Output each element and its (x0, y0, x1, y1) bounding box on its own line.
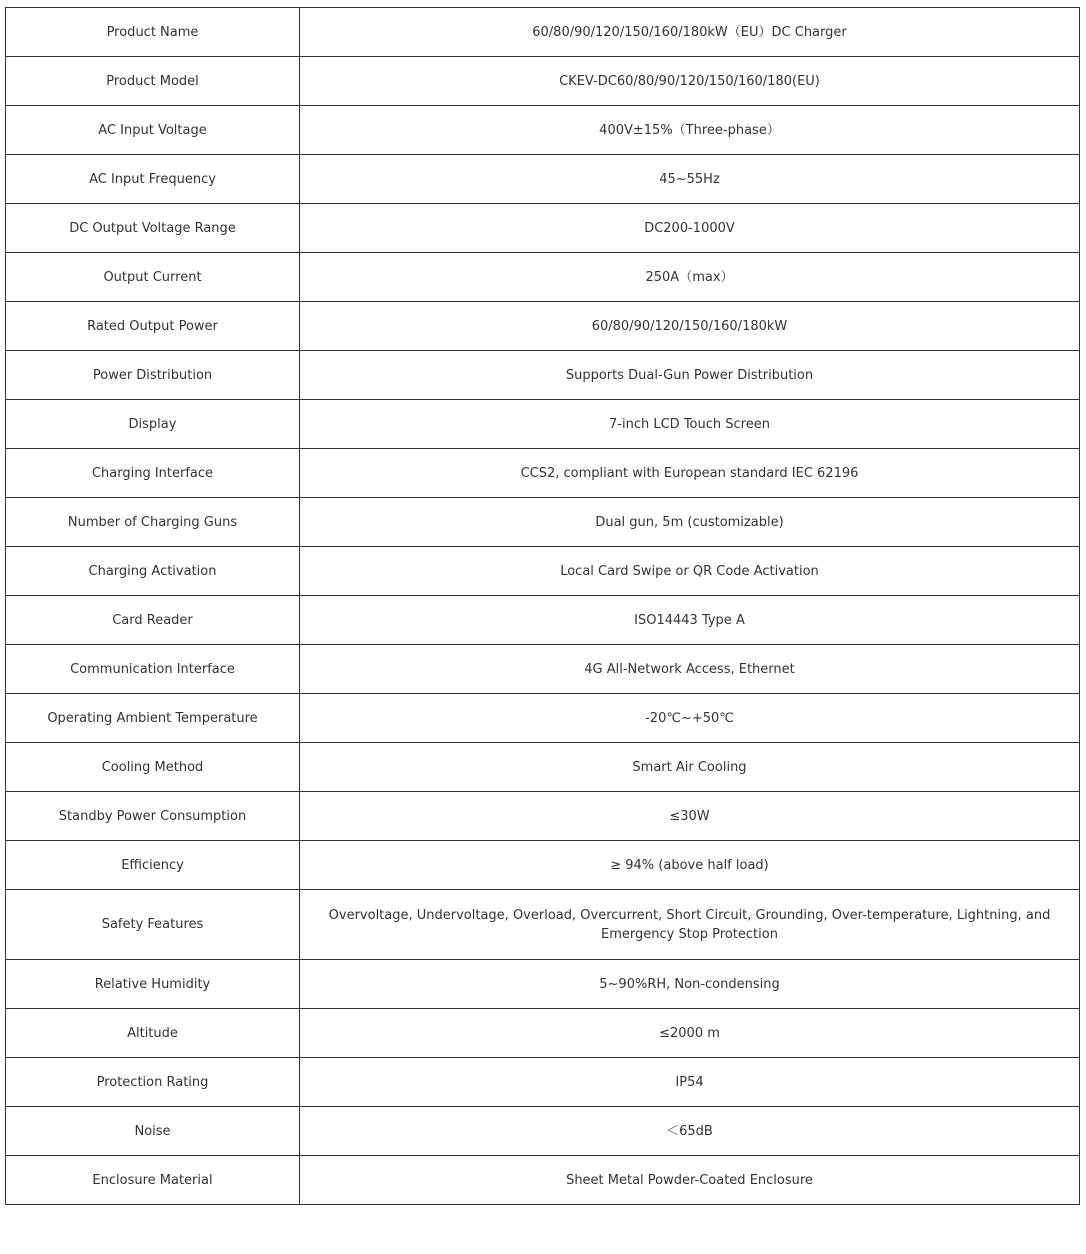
spec-value: Overvoltage, Undervoltage, Overload, Overcurrent, Short Circuit, Grounding, Over-temperature, Lightning, and Emergency Stop Protection (300, 890, 1080, 960)
spec-label: Standby Power Consumption (6, 792, 300, 841)
table-row (6, 694, 1080, 743)
spec-value: ≤30W (300, 792, 1080, 841)
spec-label: Altitude (6, 1009, 300, 1058)
spec-value: CKEV-DC60/80/90/120/150/160/180(EU) (300, 57, 1080, 106)
spec-value: -20℃~+50℃ (300, 694, 1080, 743)
table-row (6, 253, 1080, 302)
table-row (6, 8, 1080, 57)
spec-value: Local Card Swipe or QR Code Activation (300, 547, 1080, 596)
spec-label: Efficiency (6, 841, 300, 890)
spec-value: 60/80/90/120/150/160/180kW (300, 302, 1080, 351)
spec-label: Output Current (6, 253, 300, 302)
table-row (6, 841, 1080, 890)
spec-value: 7-inch LCD Touch Screen (300, 400, 1080, 449)
spec-label: AC Input Frequency (6, 155, 300, 204)
spec-value: 5~90%RH, Non-condensing (300, 960, 1080, 1009)
table-row (6, 302, 1080, 351)
spec-value: Dual gun, 5m (customizable) (300, 498, 1080, 547)
spec-value: 400V±15%（Three-phase） (300, 106, 1080, 155)
spec-value: IP54 (300, 1058, 1080, 1107)
spec-label: Communication Interface (6, 645, 300, 694)
spec-label: Power Distribution (6, 351, 300, 400)
spec-label: Enclosure Material (6, 1156, 300, 1205)
spec-value: ISO14443 Type A (300, 596, 1080, 645)
spec-label: Noise (6, 1107, 300, 1156)
table-row (6, 645, 1080, 694)
table-row (6, 351, 1080, 400)
spec-label: Product Name (6, 8, 300, 57)
spec-value: CCS2, compliant with European standard IEC 62196 (300, 449, 1080, 498)
table-row (6, 1009, 1080, 1058)
spec-label: Protection Rating (6, 1058, 300, 1107)
spec-label: Product Model (6, 57, 300, 106)
spec-label: Cooling Method (6, 743, 300, 792)
table-row (6, 960, 1080, 1009)
table-row (6, 400, 1080, 449)
table-row (6, 449, 1080, 498)
spec-value: Sheet Metal Powder-Coated Enclosure (300, 1156, 1080, 1205)
spec-value: ≥ 94% (above half load) (300, 841, 1080, 890)
table-row (6, 890, 1080, 960)
table-row (6, 547, 1080, 596)
spec-table (5, 7, 1080, 1205)
spec-label: DC Output Voltage Range (6, 204, 300, 253)
spec-label: Number of Charging Guns (6, 498, 300, 547)
spec-label: Display (6, 400, 300, 449)
spec-table-body (6, 8, 1080, 1205)
spec-label: Charging Interface (6, 449, 300, 498)
table-row (6, 1156, 1080, 1205)
table-row (6, 596, 1080, 645)
table-row (6, 204, 1080, 253)
table-row (6, 155, 1080, 204)
table-row (6, 1107, 1080, 1156)
spec-label: Operating Ambient Temperature (6, 694, 300, 743)
table-row (6, 498, 1080, 547)
spec-label: AC Input Voltage (6, 106, 300, 155)
table-row (6, 57, 1080, 106)
spec-label: Safety Features (6, 890, 300, 960)
spec-label: Relative Humidity (6, 960, 300, 1009)
spec-value: ＜65dB (300, 1107, 1080, 1156)
spec-value: ≤2000 m (300, 1009, 1080, 1058)
spec-value: 4G All-Network Access, Ethernet (300, 645, 1080, 694)
table-row (6, 106, 1080, 155)
table-row (6, 1058, 1080, 1107)
spec-value: 45~55Hz (300, 155, 1080, 204)
spec-label: Card Reader (6, 596, 300, 645)
spec-value: 60/80/90/120/150/160/180kW（EU）DC Charger (300, 8, 1080, 57)
spec-value: DC200-1000V (300, 204, 1080, 253)
spec-value: Supports Dual-Gun Power Distribution (300, 351, 1080, 400)
table-row (6, 743, 1080, 792)
table-row (6, 792, 1080, 841)
spec-label: Charging Activation (6, 547, 300, 596)
spec-value: Smart Air Cooling (300, 743, 1080, 792)
spec-value: 250A（max） (300, 253, 1080, 302)
spec-label: Rated Output Power (6, 302, 300, 351)
